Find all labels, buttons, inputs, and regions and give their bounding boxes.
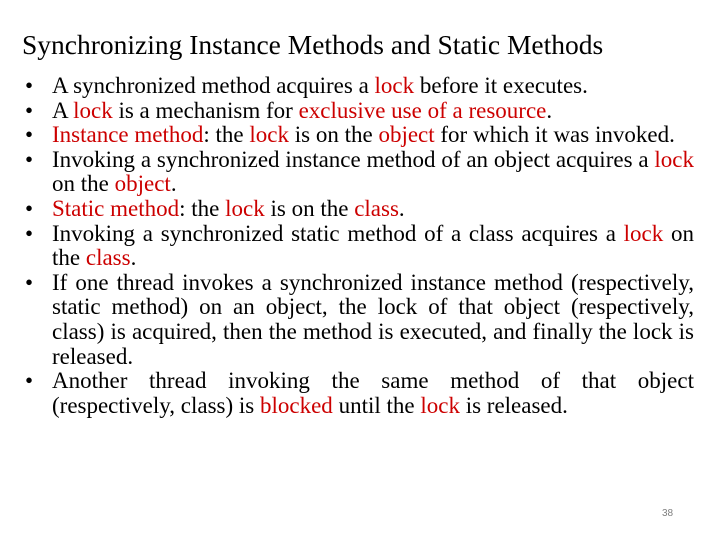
highlighted-term: class [85,245,131,271]
bullet-item [22,271,694,369]
bullet-text [52,122,675,147]
bullet-text-segment: : the [179,195,226,221]
bullet-item [22,99,694,124]
bullet-dot-icon: • [25,97,34,123]
bullet-item [22,148,694,197]
bullet-text-segment: . [546,97,553,123]
bullet-item [22,369,694,418]
highlighted-term: lock [654,146,694,172]
highlighted-term: lock [420,392,460,418]
bullet-text-segment: is on the [288,122,379,148]
bullet-dot-icon: • [25,220,34,246]
bullet-text [52,196,405,221]
bullet-text-segment: is a mechanism for [112,97,299,123]
highlighted-term: object [378,122,435,148]
bullet-text [52,147,694,197]
bullet-dot-icon: • [25,73,34,98]
bullet-dot-icon: • [25,368,34,394]
bullet-text-segment: . [130,245,137,271]
bullet-text [52,221,694,271]
bullet-text [52,98,552,123]
bullet-dot-icon: • [25,269,34,295]
bullet-text-segment: is on the [264,195,355,221]
highlighted-term: lock [73,97,113,123]
bullet-text [52,270,694,369]
bullet-dot-icon: • [25,122,34,148]
highlighted-term: Static method [52,195,180,221]
highlighted-term: object [114,171,171,197]
bullet-text [52,73,588,98]
highlighted-term: lock [623,220,664,246]
bullet-text-segment: Invoking a synchronized static method of a class acquires a [52,220,624,246]
highlighted-term: lock [374,73,415,98]
bullet-text-segment: A synchronized method acquires a [52,73,375,98]
page-number: 38 [662,508,674,519]
bullet-text-segment: Invoking a synchronized instance method of an object acquires a [52,146,655,172]
bullet-text-segment: for which it was invoked. [434,122,675,148]
highlighted-term: exclusive use of a resource [298,97,547,123]
bullet-item [22,74,694,99]
bullet-text-segment: Another thread invoking the same method of that object (respectively, class) is [52,368,694,418]
bullet-text-segment: If one thread invokes a synchronized instance method (respectively, static method) on an object, the lock of that object (respectively, class) is acquired, then the method is executed, and finally the lock is released. [52,269,694,369]
bullet-text-segment: until the [332,392,421,418]
bullet-item [22,123,694,148]
bullet-dot-icon: • [25,195,34,221]
highlighted-term: blocked [260,392,333,418]
bullet-text-segment: A [52,97,74,123]
bullet-item [22,222,694,271]
bullet-text [52,368,694,418]
bullet-text-segment: . [170,171,177,197]
bullet-text-segment: is released. [459,392,568,418]
bullet-text-segment: . [398,195,405,221]
bullet-list [22,74,694,418]
highlighted-term: lock [249,122,289,148]
bullet-text-segment: : the [203,122,250,148]
bullet-dot-icon: • [25,146,34,172]
highlighted-term: Instance method [52,122,204,148]
highlighted-term: class [354,195,399,221]
bullet-text-segment: before it executes. [414,73,588,98]
bullet-text-segment: on the [52,171,115,197]
highlighted-term: lock [225,195,265,221]
bullet-item [22,197,694,222]
slide-title: Synchronizing Instance Methods and Static Methods [22,29,604,60]
bullet-text-segment: on the [52,220,694,271]
